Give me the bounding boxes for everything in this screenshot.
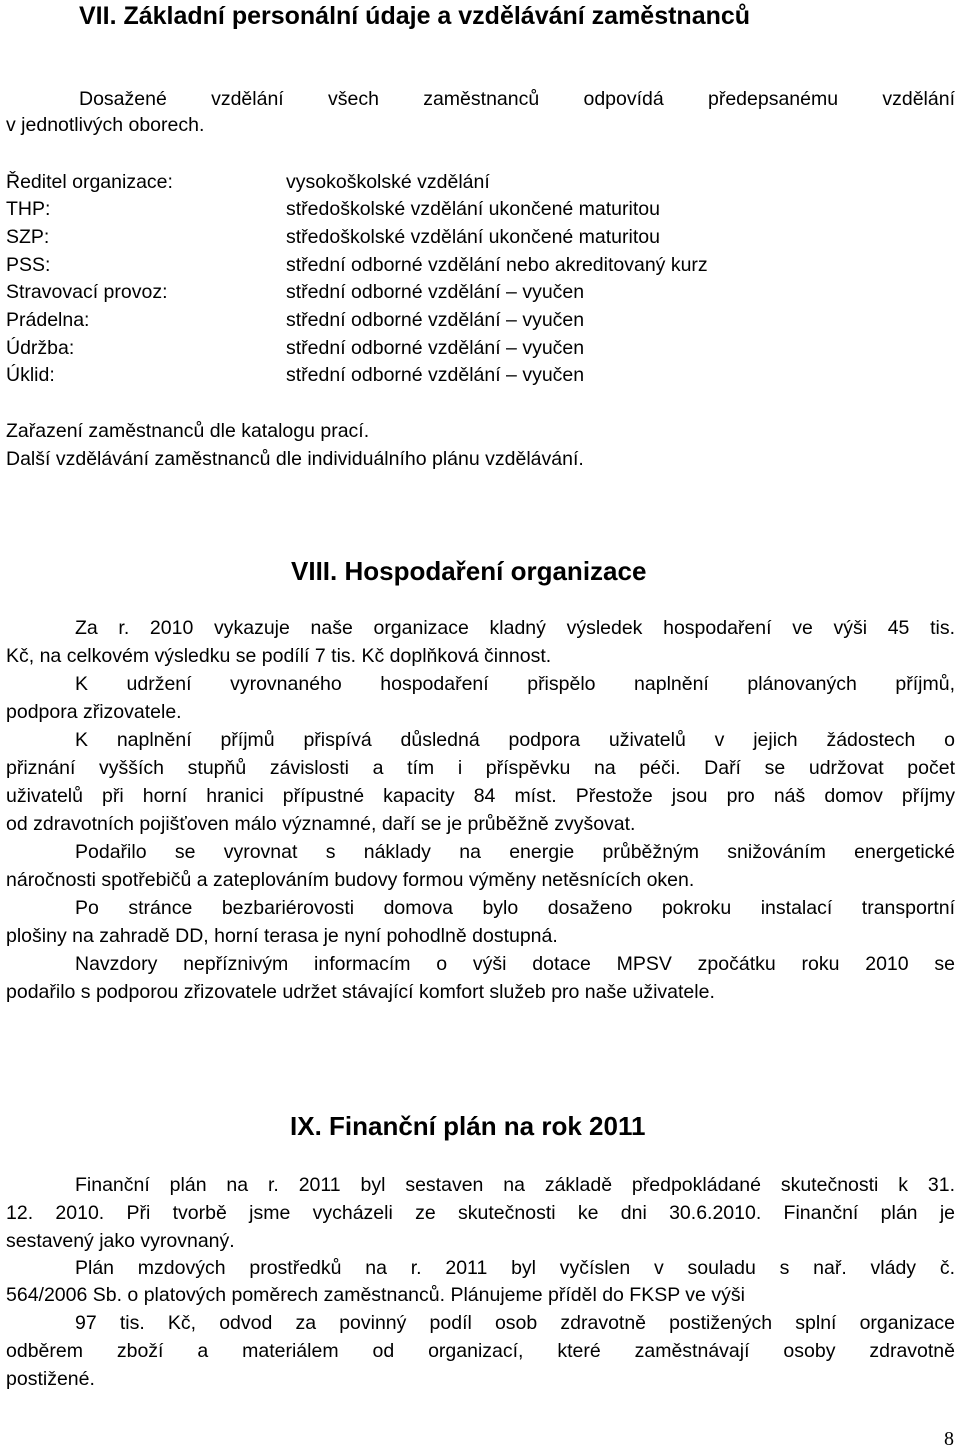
role-value: středoškolské vzdělání ukončené maturitou [286,198,660,220]
paragraph-line: odběrem zboží a materiálem od organizací, které zaměstnávají osoby zdravotně [6,1340,955,1362]
section7-title: VII. Základní personální údaje a vzdělávání zaměstnanců [79,2,751,30]
role-label: Úklid: [6,364,55,386]
role-label: Stravovací provoz: [6,281,168,303]
paragraph-line: K udržení vyrovnaného hospodaření přispělo naplnění plánovaných příjmů, [75,673,955,695]
role-value: středoškolské vzdělání ukončené maturitou [286,226,660,248]
paragraph-line: postižené. [6,1368,95,1390]
role-value: střední odborné vzdělání – vyučen [286,364,585,386]
intro-line: Dosažené vzdělání všech zaměstnanců odpovídá předepsanému vzdělání [79,88,955,110]
role-value: střední odborné vzdělání nebo akreditovaný kurz [286,254,708,276]
role-label: PSS: [6,254,51,276]
role-value: střední odborné vzdělání – vyučen [286,309,585,331]
section8-title: VIII. Hospodaření organizace [291,556,647,586]
paragraph-line: podpora zřizovatele. [6,701,182,723]
paragraph-line: od zdravotních pojišťoven málo významné, daří se je průběžně zvyšovat. [6,813,636,835]
role-label: THP: [6,198,51,220]
role-label: Ředitel organizace: [6,171,173,193]
paragraph-line: Podařilo se vyrovnat s náklady na energie průběžným snižováním energetické [75,841,955,863]
paragraph-line: Finanční plán na r. 2011 byl sestaven na základě předpokládané skutečnosti k 31. [75,1174,955,1196]
paragraph-line: podařilo s podporou zřizovatele udržet stávající komfort služeb pro naše uživatele. [6,981,715,1003]
paragraph-line: náročnosti spotřebičů a zateplováním budovy formou výměny netěsnících oken. [6,869,695,891]
role-value: vysokoškolské vzdělání [286,171,490,193]
role-value: střední odborné vzdělání – vyučen [286,281,585,303]
paragraph-line: Plán mzdových prostředků na r. 2011 byl vyčíslen v souladu s nař. vlády č. [75,1257,955,1279]
paragraph-line: 97 tis. Kč, odvod za povinný podíl osob zdravotně postižených splní organizace [75,1312,955,1334]
role-value: střední odborné vzdělání – vyučen [286,337,585,359]
paragraph-line: 564/2006 Sb. o platových poměrech zaměstnanců. Plánujeme příděl do FKSP ve výši [6,1284,745,1306]
paragraph-line: Po stránce bezbariérovosti domova bylo dosaženo pokroku instalací transportní [75,897,955,919]
paragraph-line: Kč, na celkovém výsledku se podílí 7 tis. Kč doplňková činnost. [6,645,552,667]
paragraph-line: 12. 2010. Při tvorbě jsme vycházeli ze skutečnosti ke dni 30.6.2010. Finanční plán je [6,1202,955,1224]
paragraph-line: Za r. 2010 vykazuje naše organizace kladný výsledek hospodaření ve výši 45 tis. [75,617,955,639]
role-label: SZP: [6,226,50,248]
paragraph-line: plošiny na zahradě DD, horní terasa je nyní pohodlně dostupná. [6,925,558,947]
note-line: Další vzdělávání zaměstnanců dle individuálního plánu vzdělávání. [6,448,584,470]
intro-line: v jednotlivých oborech. [6,114,205,136]
note-line: Zařazení zaměstnanců dle katalogu prací. [6,420,370,442]
paragraph-line: K naplnění příjmů přispívá důsledná podpora uživatelů v jejich žádostech o [75,729,955,751]
paragraph-line: sestavený jako vyrovnaný. [6,1230,235,1252]
paragraph-line: Navzdory nepříznivým informacím o výši dotace MPSV zpočátku roku 2010 se [75,953,955,975]
role-label: Prádelna: [6,309,90,331]
paragraph-line: uživatelů při horní hranici přípustné kapacity 84 míst. Přestože jsou pro náš domov příjmy [6,785,955,807]
section9-title: IX. Finanční plán na rok 2011 [290,1111,646,1141]
page-number: 8 [944,1428,954,1450]
role-label: Údržba: [6,337,75,359]
paragraph-line: přiznání vyšších stupňů závislosti a tím i příspěvku na péči. Daří se udržovat počet [6,757,955,779]
